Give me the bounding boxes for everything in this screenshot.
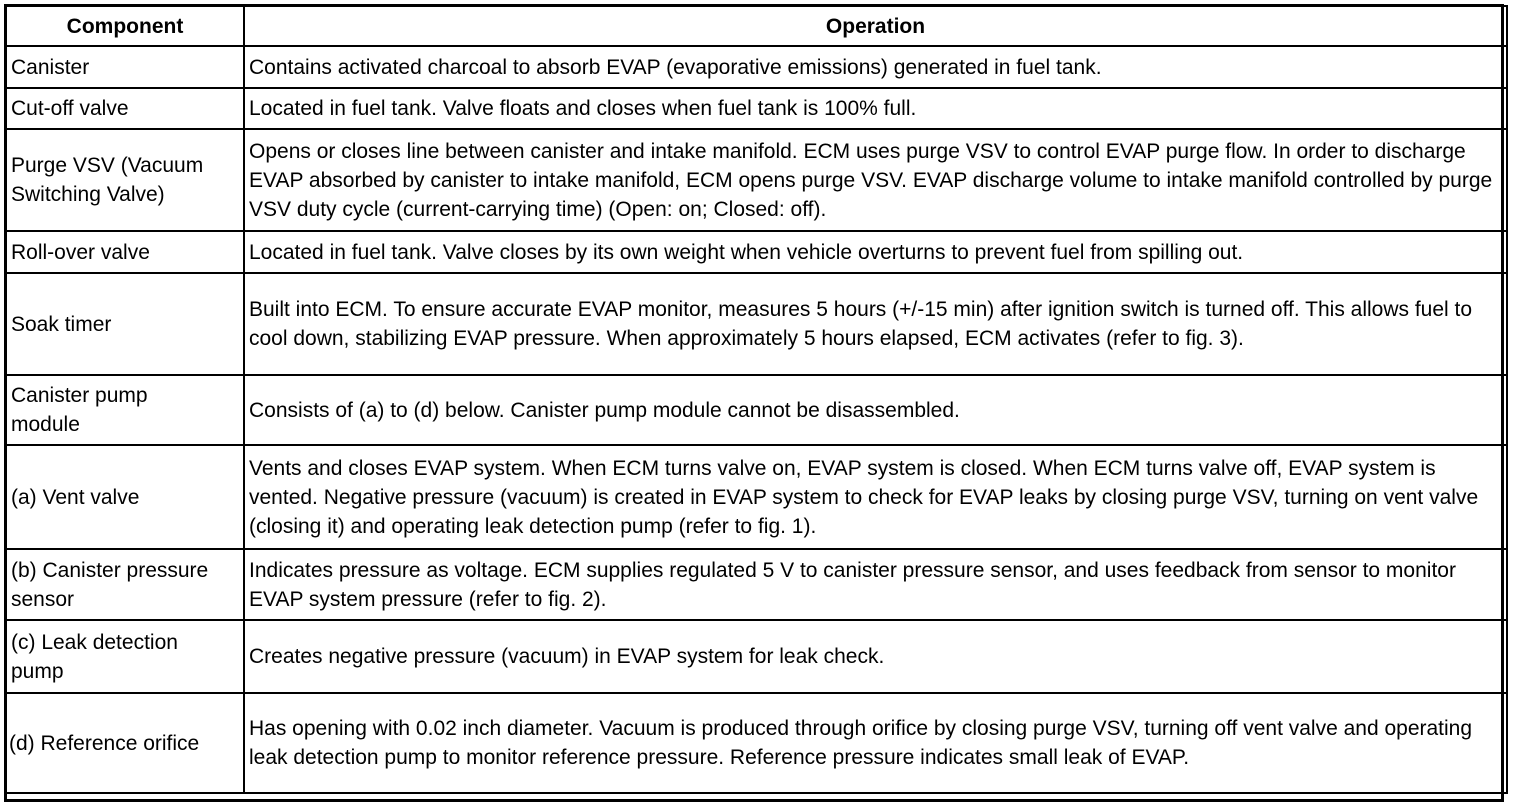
component-cell: Cut-off valve [6, 88, 244, 129]
operation-cell: Vents and closes EVAP system. When ECM turns valve on, EVAP system is closed. When ECM turns valve off, EVAP system is vented. Negative pressure (vacuum) is created in EVAP system to check for EVAP leaks by closing purge VSV, turning on vent valve (closing it) and operating leak detection pump (refer to fig. 1). [244, 445, 1507, 549]
header-component: Component [6, 6, 244, 46]
operation-cell: Located in fuel tank. Valve closes by its own weight when vehicle overturns to prevent fuel from spilling out. [244, 231, 1507, 273]
component-cell: (d) Reference orifice [6, 693, 244, 793]
component-cell: Soak timer [6, 273, 244, 375]
table-row [6, 375, 1507, 445]
component-cell: Canister pump module [6, 375, 244, 445]
table-row [6, 46, 1507, 88]
component-cell: (b) Canister pressure sensor [6, 549, 244, 620]
table-row [6, 88, 1507, 129]
component-cell: (a) Vent valve [6, 445, 244, 549]
operation-cell: Located in fuel tank. Valve floats and closes when fuel tank is 100% full. [244, 88, 1507, 129]
operation-cell: Creates negative pressure (vacuum) in EVAP system for leak check. [244, 620, 1507, 693]
component-cell: Canister [6, 46, 244, 88]
table-row [6, 693, 1507, 793]
table-row [6, 129, 1507, 231]
table-row [6, 231, 1507, 273]
evap-component-table [5, 5, 1508, 794]
component-cell: Purge VSV (Vacuum Switching Valve) [6, 129, 244, 231]
header-operation: Operation [244, 6, 1507, 46]
operation-cell: Indicates pressure as voltage. ECM supplies regulated 5 V to canister pressure sensor, and uses feedback from sensor to monitor EVAP system pressure (refer to fig. 2). [244, 549, 1507, 620]
table-row [6, 620, 1507, 693]
table-header-row [6, 6, 1507, 46]
component-cell: (c) Leak detection pump [6, 620, 244, 693]
table-row [6, 273, 1507, 375]
operation-cell: Built into ECM. To ensure accurate EVAP monitor, measures 5 hours (+/-15 min) after ignition switch is turned off. This allows fuel to cool down, stabilizing EVAP pressure. When approximately 5 hours elapsed, ECM activates (refer to fig. 3). [244, 273, 1507, 375]
operation-cell: Consists of (a) to (d) below. Canister pump module cannot be disassembled. [244, 375, 1507, 445]
operation-cell: Contains activated charcoal to absorb EVAP (evaporative emissions) generated in fuel tank. [244, 46, 1507, 88]
operation-cell: Opens or closes line between canister and intake manifold. ECM uses purge VSV to control EVAP purge flow. In order to discharge EVAP absorbed by canister to intake manifold, ECM opens purge VSV. EVAP discharge volume to intake manifold controlled by purge VSV duty cycle (current-carrying time) (Open: on; Closed: off). [244, 129, 1507, 231]
table-row [6, 549, 1507, 620]
table-row [6, 445, 1507, 549]
component-cell: Roll-over valve [6, 231, 244, 273]
evap-component-table-container [5, 5, 1506, 794]
operation-cell: Has opening with 0.02 inch diameter. Vacuum is produced through orifice by closing purge VSV, turning off vent valve and operating leak detection pump to monitor reference pressure. Reference pressure indicates small leak of EVAP. [244, 693, 1507, 793]
